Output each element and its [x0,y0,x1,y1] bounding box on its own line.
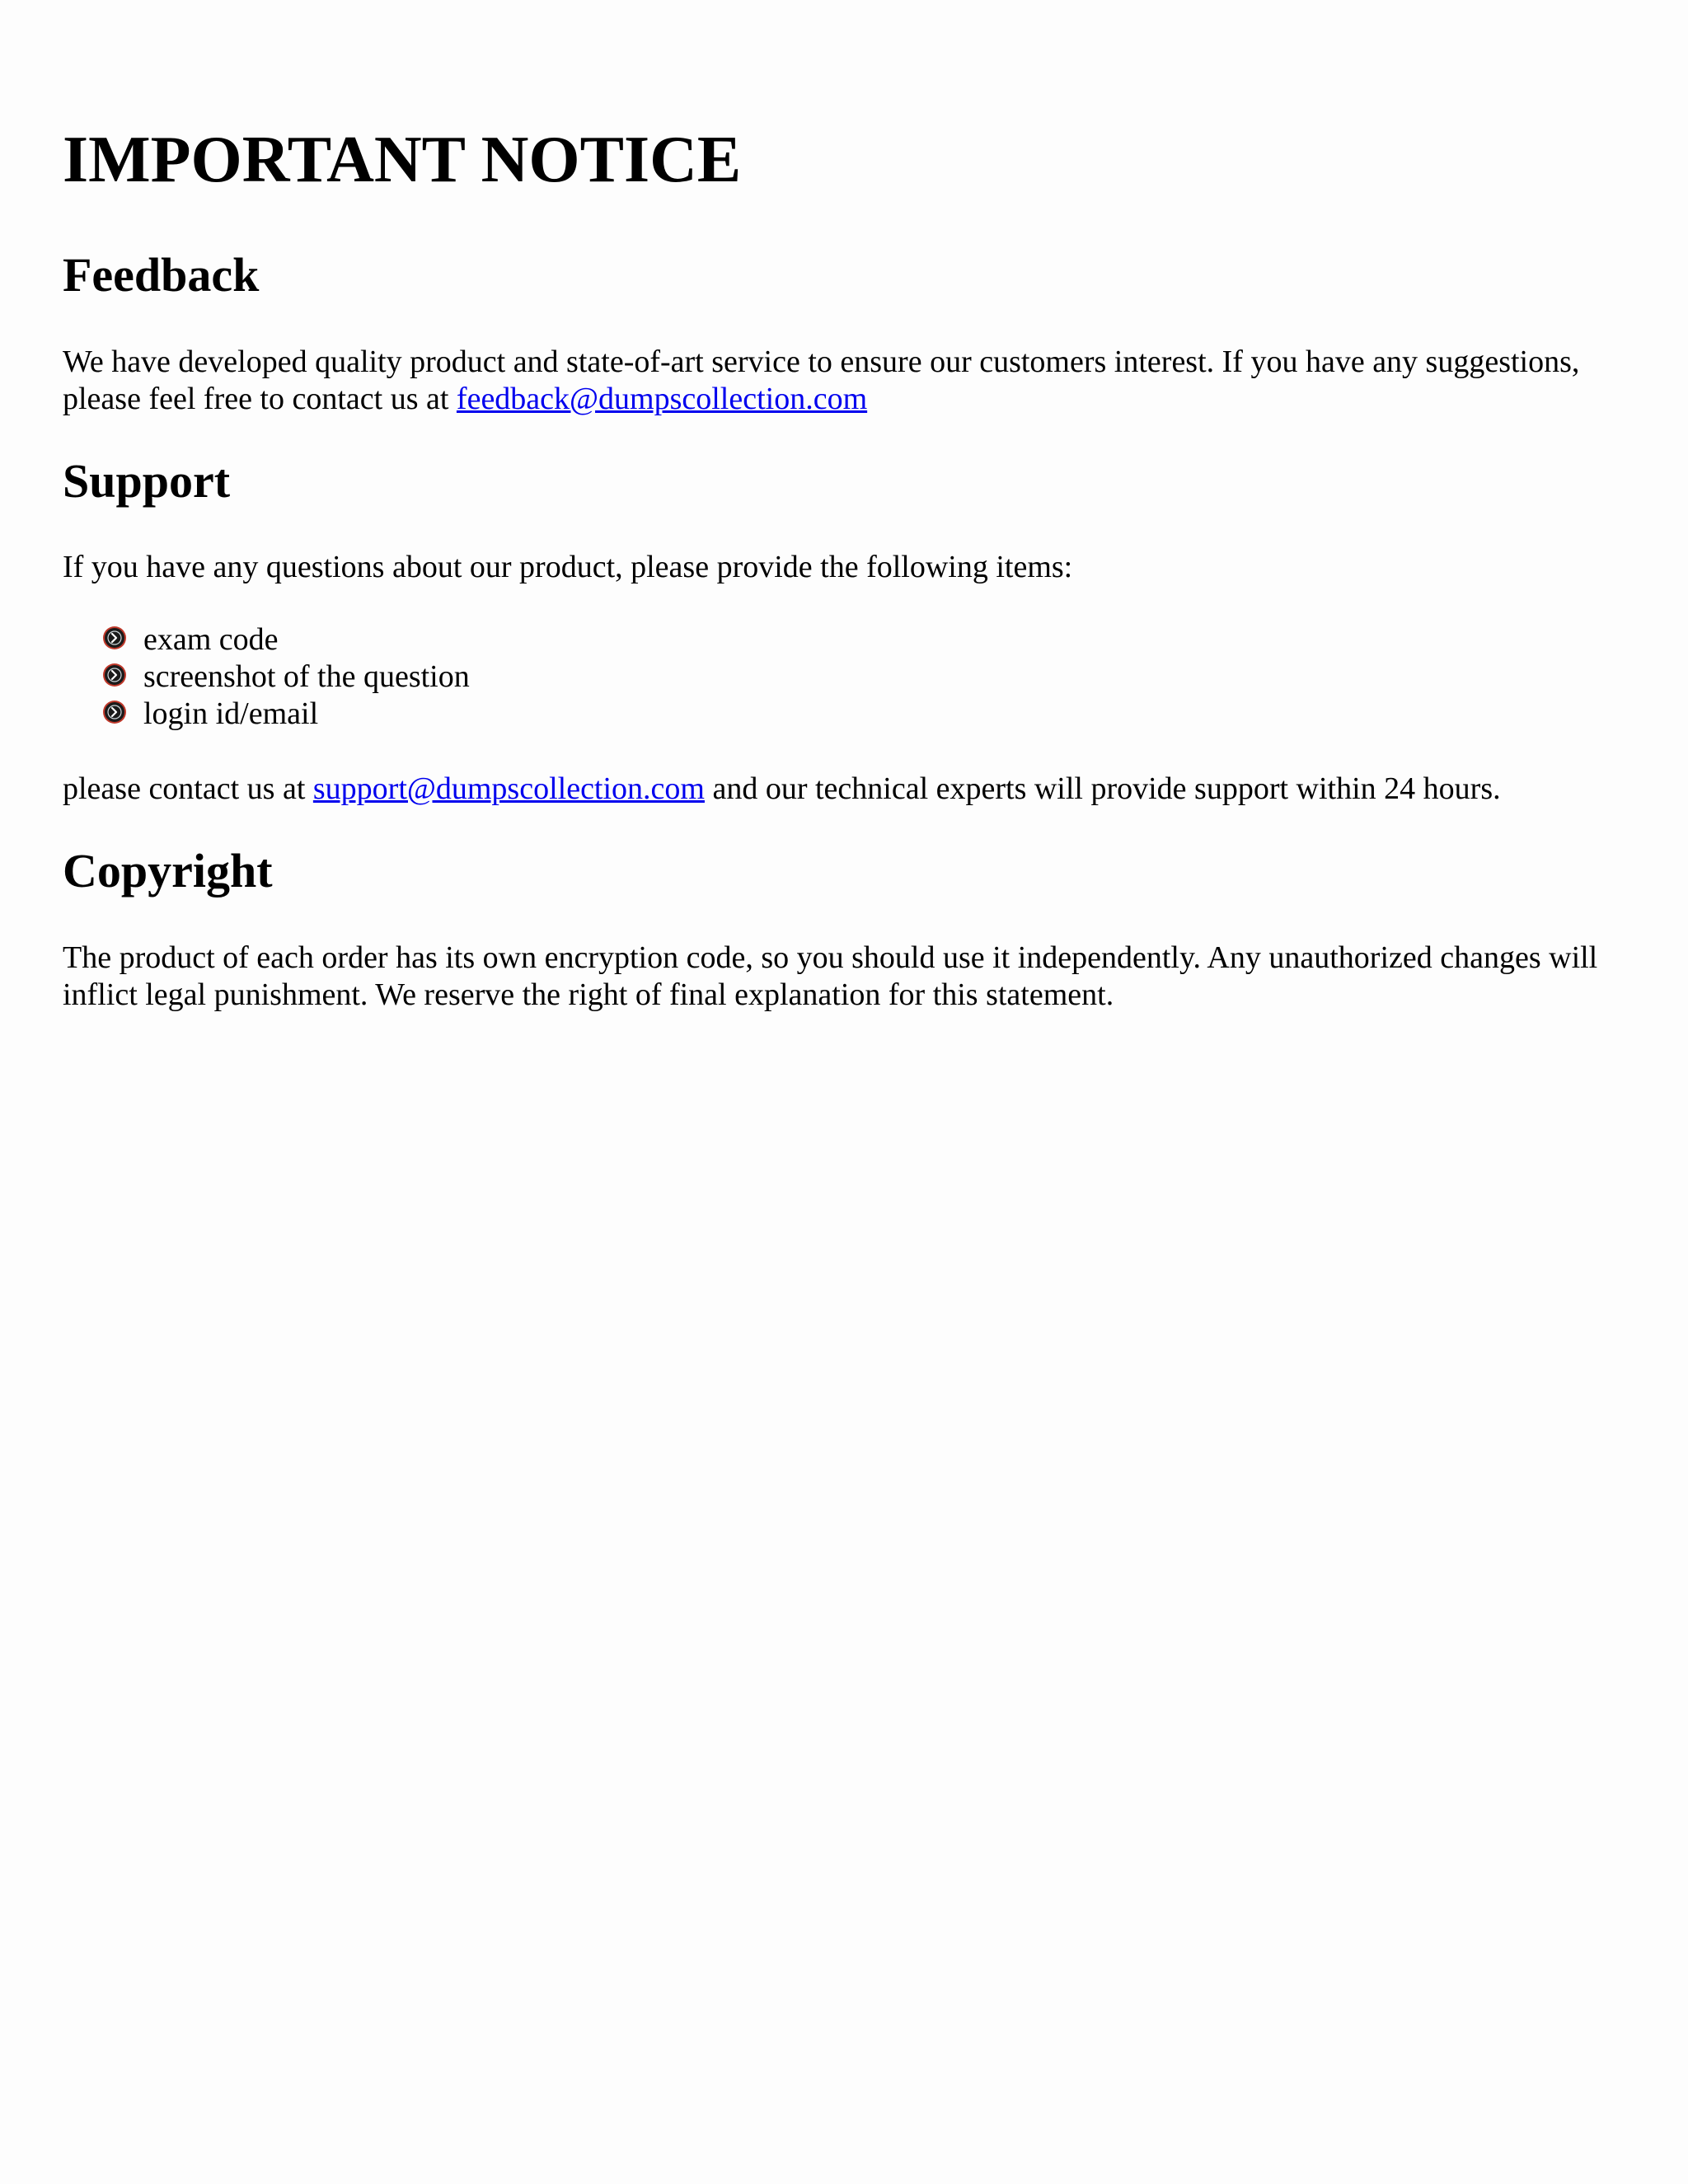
list-item-label: login id/email [143,696,319,731]
feedback-text: We have developed quality product and state-of-art service to ensure our customers interest. If you have any suggestions, please feel free to contact us at [63,344,1580,416]
copyright-paragraph: The product of each order has its own encryption code, so you should use it independently. Any unauthorized changes will inflict legal punishment. We reserve the right of final explanation for this statement. [63,940,1598,1012]
support-contact-before: please contact us at [63,771,313,806]
support-intro: If you have any questions about our product, please provide the following items: [63,550,1073,584]
list-item [102,621,470,658]
arrow-circle-icon [102,663,127,687]
support-contact-after: and our technical experts will provide support within 24 hours. [704,771,1501,806]
support-heading: Support [63,454,231,508]
feedback-paragraph [63,344,1629,418]
arrow-circle-icon [102,700,127,724]
support-items-list [102,621,470,733]
feedback-heading: Feedback [63,248,260,302]
page-title: IMPORTANT NOTICE [63,124,742,196]
list-item-label: screenshot of the question [143,659,470,694]
feedback-email-link[interactable]: feedback@dumpscollection.com [456,382,868,416]
copyright-heading: Copyright [63,844,273,898]
list-item-label: exam code [143,622,279,657]
support-email-link[interactable]: support@dumpscollection.com [312,771,705,806]
list-item [102,696,470,733]
list-item [102,658,470,696]
arrow-circle-icon [102,626,127,650]
support-contact-paragraph [63,771,1629,808]
